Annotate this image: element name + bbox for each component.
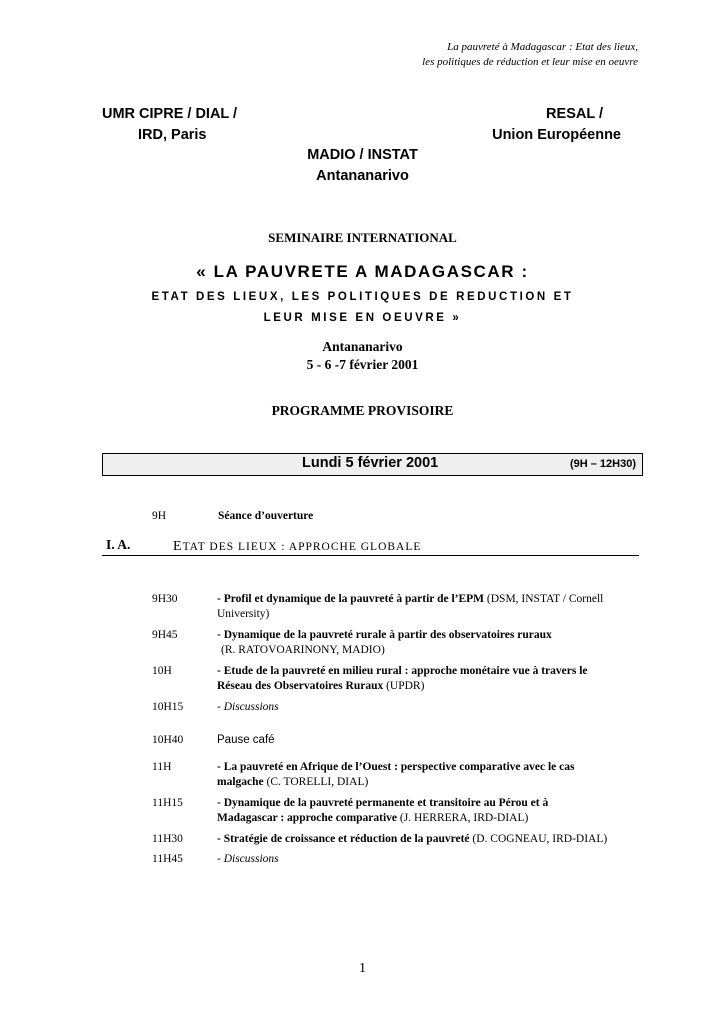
page-number: 1 [359,961,366,976]
list-item [152,852,639,872]
seminar-label: SEMINAIRE INTERNATIONAL [268,230,457,245]
item-description [217,592,639,621]
programme-items [152,592,639,872]
list-item [152,760,639,796]
item-author: (UPDR) [383,679,425,692]
title-line-3: LEUR MISE EN OEUVRE » [263,312,462,324]
item-title: - Etude de la pauvreté en milieu rural : approche monétaire vue à travers le Réseau des Observatoires Ruraux [217,665,588,692]
organizer-center-line-2: Antananarivo [316,168,409,184]
list-item [152,832,639,852]
item-author: (DSM, INSTAT / Cornell University) [217,593,604,620]
item-title-continued: Madagascar : approche comparative [217,811,398,824]
item-author: (C. TORELLI, DIAL) [263,775,369,788]
item-title-continued: malgache [217,775,264,788]
item-title: - Dynamique de la pauvreté rurale à partir des observatoires ruraux [217,629,552,641]
event-location [0,338,725,374]
section-title-rest: TAT DES LIEUX : APPROCHE GLOBALE [182,541,422,553]
programme-label: PROGRAMME PROVISOIRE [271,403,454,418]
organizer-right [492,104,621,146]
opening-time: 9H [152,510,167,522]
list-item [152,664,639,700]
section-title-initial: E [173,539,183,554]
item-description [217,760,639,789]
organizer-right-line-1: RESAL / [546,106,603,122]
item-description: - Discussions [217,701,279,713]
event-city: Antananarivo [322,339,403,354]
title-line-1: « LA PAUVRETE A MADAGASCAR : [196,262,529,281]
organizer-left [102,104,237,146]
day-time-range: (9H – 12H30) [569,458,636,470]
item-time: 10H15 [152,701,184,713]
day-title: Lundi 5 février 2001 [302,455,439,471]
item-description [217,664,639,693]
organizer-right-line-2: Union Européenne [492,127,621,143]
item-author: (D. COGNEAU, IRD-DIAL) [469,833,608,845]
item-author: (R. RATOVOARINONY, MADIO) [221,643,385,656]
list-item [152,733,639,760]
item-time: 11H45 [152,853,183,865]
list-item [152,628,639,664]
opening-label: Séance d’ouverture [218,510,314,522]
organizer-left-line-1: UMR CIPRE / DIAL / [102,106,238,122]
item-author: (J. HERRERA, IRD-DIAL) [397,811,529,824]
item-time: 11H15 [152,797,183,809]
section-title [173,538,421,555]
organizer-center [0,145,725,187]
item-time: 9H30 [152,593,178,605]
list-item [152,796,639,832]
item-description: - Discussions [217,853,279,865]
item-title: - Dynamique de la pauvreté permanente et transitoire au Pérou et à [217,797,549,809]
item-time: 10H40 [152,734,184,746]
running-header-line-2: les politiques de réduction et leur mise en oeuvre [422,56,638,68]
item-time: 9H45 [152,629,178,641]
organizer-center-line-1: MADIO / INSTAT [307,147,418,163]
item-title: - La pauvreté en Afrique de l’Ouest : perspective comparative avec le cas [217,761,575,773]
title-line-2: ETAT DES LIEUX, LES POLITIQUES DE REDUCTION ET [151,291,574,303]
section-number: I. A. [106,537,131,552]
item-title: - Profil et dynamique de la pauvreté à partir de l’EPM [217,593,485,605]
item-title: - Stratégie de croissance et réduction de la pauvreté [217,833,470,845]
title-subtitle [0,287,725,329]
item-description [217,628,639,657]
item-description: Pause café [217,734,275,746]
list-item [152,700,639,733]
running-header [422,40,638,70]
item-time: 10H [152,665,172,677]
list-item [152,592,639,628]
organizer-left-line-2: IRD, Paris [138,127,207,143]
day-header-box [102,453,643,476]
running-header-line-1: La pauvreté à Madagascar : Etat des lieux, [447,41,638,53]
item-description [217,796,639,825]
event-dates: 5 - 6 -7 février 2001 [306,357,419,372]
section-divider [102,555,639,556]
item-time: 11H [152,761,172,773]
item-description [217,832,639,847]
item-time: 11H30 [152,833,183,845]
